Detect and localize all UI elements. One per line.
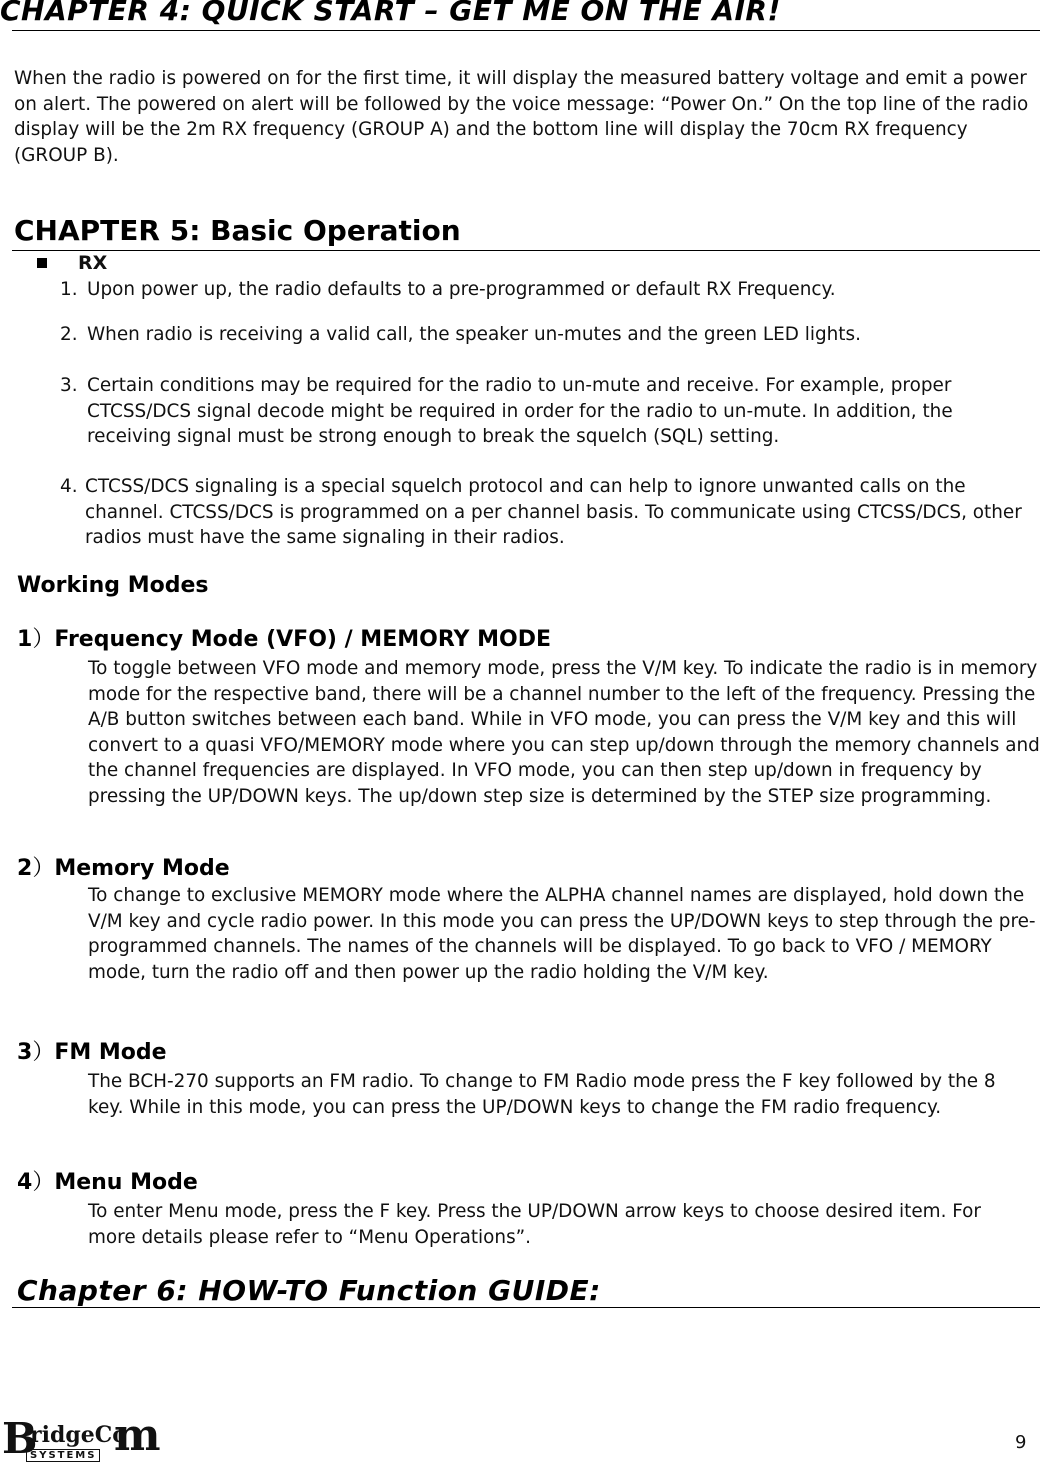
- page-number: 9: [1015, 1432, 1027, 1453]
- mode-number: 4: [17, 1170, 33, 1195]
- mode-text: To enter Menu mode, press the F key. Press the UP/DOWN arrow keys to choose desired item. For more details please refer to “Menu Operations”.: [88, 1201, 981, 1248]
- rx-label: RX: [78, 252, 108, 274]
- mode-number: 3: [17, 1040, 33, 1065]
- mode-title: Menu Mode: [54, 1170, 198, 1195]
- logo-systems-label: SYSTEMS: [26, 1449, 100, 1462]
- mode-text: To change to exclusive MEMORY mode where the ALPHA channel names are displayed, hold down the V/M key and cycle radio power. In this mode you can press the UP/DOWN keys to step through the pre-programmed channels. The names of the channels will be displayed. To go back to VFO / MEMORY mode, turn the radio off and then power up the radio holding the V/M key.: [88, 885, 1036, 983]
- chapter-5-heading: CHAPTER 5: Basic Operation: [14, 214, 461, 247]
- mode-paren: ）: [32, 1170, 55, 1195]
- mode-title: Memory Mode: [54, 856, 230, 881]
- mode-text: To toggle between VFO mode and memory mode, press the V/M key. To indicate the radio is in memory mode for the respective band, there will be a channel number to the left of the frequency. Pressing the A/B button switches between each band. While in VFO mode, you can press the V/M key and this will convert to a quasi VFO/MEMORY mode where you can step up/down through the memory channels and the channel frequencies are displayed. In VFO mode, you can then step up/down in frequency by pressing the UP/DOWN keys. The up/down step size is determined by the STEP size programming.: [88, 658, 1040, 807]
- mode-title: FM Mode: [54, 1040, 167, 1065]
- mode-heading: [17, 1040, 167, 1066]
- rx-item-text: Upon power up, the radio defaults to a pre-programmed or default RX Frequency.: [87, 279, 836, 300]
- mode-paren: ）: [32, 1040, 55, 1065]
- mode-paren: ）: [32, 856, 55, 881]
- rx-item-text: CTCSS/DCS signaling is a special squelch protocol and can help to ignore unwanted calls on the channel. CTCSS/DCS is programmed on a per channel basis. To communicate using CTCSS/DCS, other radios must have the same signaling in their radios.: [85, 476, 1022, 549]
- rx-item-number: 4.: [60, 476, 78, 497]
- square-bullet-icon: [37, 258, 47, 268]
- chapter-5-rule: [12, 250, 1040, 251]
- chapter-6-heading: Chapter 6: HOW-TO Function GUIDE:: [17, 1274, 601, 1307]
- mode-heading: [17, 1170, 198, 1196]
- chapter-4-paragraph: When the radio is powered on for the first time, it will display the measured battery voltage and emit a power on alert. The powered on alert will be followed by the voice message: “Power On.” On the top line of the radio display will be the 2m RX frequency (GROUP A) and the bottom line will display the 70cm RX frequency (GROUP B).: [14, 68, 1029, 166]
- mode-paren: ）: [32, 627, 55, 652]
- logo-letter-m: m: [114, 1410, 161, 1461]
- rx-item-text: Certain conditions may be required for the radio to un-mute and receive. For example, proper CTCSS/DCS signal decode might be required in order for the radio to un-mute. In addition, the receiving signal must be strong enough to break the squelch (SQL) setting.: [87, 375, 953, 448]
- mode-heading: [17, 627, 551, 653]
- mode-text: The BCH-270 supports an FM radio. To change to FM Radio mode press the F key followed by the 8 key. While in this mode, you can press the UP/DOWN keys to change the FM radio frequency.: [88, 1071, 996, 1118]
- bridgecom-logo: [2, 1410, 161, 1464]
- working-modes-title: Working Modes: [17, 573, 209, 598]
- rx-item-number: 3.: [60, 375, 78, 396]
- rx-item-number: 2.: [60, 324, 78, 345]
- chapter-6-rule: [12, 1307, 1040, 1308]
- logo-wordmark: ridgeCo: [30, 1422, 127, 1448]
- mode-heading: [17, 856, 230, 882]
- chapter-4-rule: [12, 30, 1040, 31]
- mode-number: 1: [17, 627, 33, 652]
- logo-letter-b: B: [2, 1414, 38, 1463]
- chapter-4-heading: CHAPTER 4: QUICK START – GET ME ON THE AIR!: [0, 0, 781, 27]
- mode-title: Frequency Mode (VFO) / MEMORY MODE: [54, 627, 552, 652]
- mode-number: 2: [17, 856, 33, 881]
- rx-item-number: 1.: [60, 279, 78, 300]
- rx-item-text: When radio is receiving a valid call, the speaker un-mutes and the green LED lights.: [87, 324, 861, 345]
